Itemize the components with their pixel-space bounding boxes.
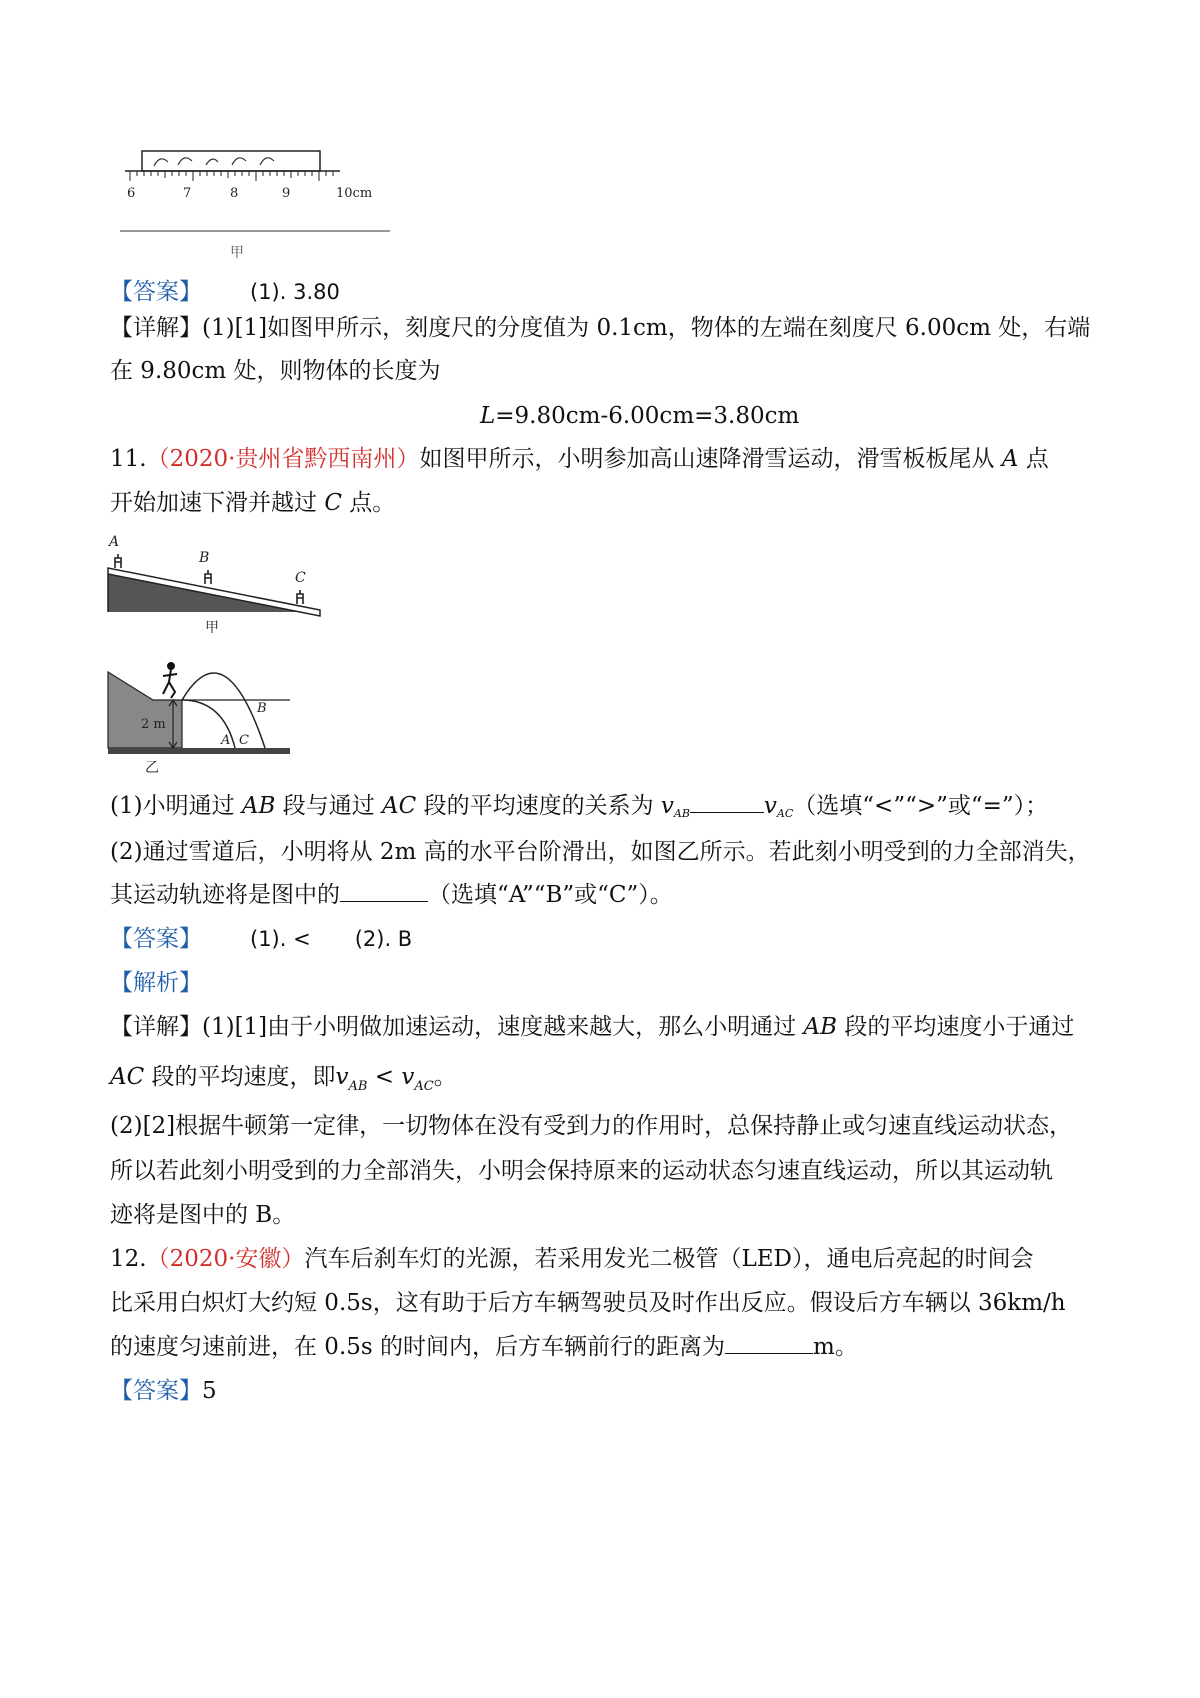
sub1-blank	[690, 792, 764, 813]
q10-detail-line1	[110, 313, 1090, 343]
slope-label-c: C	[295, 570, 306, 586]
detail-label: 【详解】	[110, 1014, 202, 1040]
question-source: （2020·贵州省黔西南州）	[146, 446, 420, 472]
answer-text: (1). 3.80	[250, 280, 340, 304]
q11-detail-2b: 所以若此刻小明受到的力全部消失，小明会保持原来的运动状态匀速直线运动，所以其运动轨	[110, 1158, 1053, 1184]
ruler-tick-8: 8	[230, 186, 239, 201]
detail-text: (1)[1]如图甲所示，刻度尺的分度值为 0.1cm，物体的左端在刻度尺 6.00cm 处，右端	[202, 315, 1091, 341]
formula-body: =9.80cm-6.00cm=3.80cm	[495, 403, 800, 429]
stem-text-end: 点	[1025, 446, 1049, 472]
sub1-text-mid: 段与通过	[282, 793, 375, 819]
q12-stem-line3	[110, 1332, 858, 1362]
answer-part-1: (1). <	[250, 927, 311, 951]
ruler-caption: 甲	[230, 245, 244, 261]
q10-detail-line2: 在 9.80cm 处，则物体的长度为	[110, 358, 441, 384]
ineq-v-ab: v	[335, 1064, 349, 1090]
q10-formula	[480, 401, 799, 431]
formula-var: L	[480, 403, 496, 429]
sub2-choice: （选填“A”“B”或“C”）。	[428, 882, 673, 908]
platform-figure-yi	[105, 648, 305, 776]
question-source: （2020·安徽）	[146, 1246, 305, 1272]
stem-text: 如图甲所示，小明参加高山速降滑雪运动，滑雪板板尾从	[419, 446, 995, 472]
height-label: 2 m	[141, 717, 166, 732]
sub1-text-post: 段的平均速度的关系为	[423, 793, 654, 819]
ineq-end: 。	[433, 1064, 457, 1090]
sub1-var-ac: AC	[382, 793, 417, 819]
q11-detail-2a: (2)[2]根据牛顿第一定律，一切物体在没有受到力的作用时，总保持静止或匀速直线运动状态，	[110, 1113, 1073, 1139]
point-c: C	[324, 490, 342, 516]
ineq-operator: <	[374, 1064, 395, 1090]
stem-unit: m。	[813, 1334, 858, 1360]
q12-stem-line2: 比采用白炽灯大约短 0.5s，这有助于后方车辆驾驶员及时作出反应。假设后方车辆以 36km/h	[110, 1290, 1066, 1316]
answer-label: 【答案】	[110, 1378, 202, 1404]
ruler-tick-7: 7	[183, 186, 192, 201]
slope-label-b: B	[199, 550, 210, 566]
sub1-text: (1)小明通过	[110, 793, 235, 819]
q11-sub1	[110, 791, 1048, 829]
q11-stem-line2	[110, 488, 395, 518]
ruler-tick-9: 9	[282, 186, 291, 201]
sub2-text: 其运动轨迹将是图中的	[110, 882, 340, 908]
sub1-sub-ab: AB	[673, 807, 690, 820]
detail-label: 【详解】	[110, 315, 202, 341]
q12-stem-line1	[110, 1244, 1033, 1274]
detail-text-end: 段的平均速度小于通过	[844, 1014, 1075, 1040]
sub1-v-ac: v	[763, 793, 777, 819]
stem-text-end: 点。	[349, 490, 396, 516]
answer-text: 5	[202, 1378, 217, 1404]
q11-detail-2c: 迹将是图中的 B。	[110, 1202, 296, 1228]
stem-text: 的速度匀速前进，在 0.5s 的时间内，后方车辆前行的距离为	[110, 1334, 726, 1360]
sub1-v-ab: v	[660, 793, 674, 819]
slope-label-a: A	[109, 534, 120, 550]
ineq-sub-ac: AC	[414, 1079, 434, 1094]
q11-sub2-line2	[110, 880, 673, 910]
ruler-tick-10: 10cm	[336, 186, 373, 201]
trajectory-label-b: B	[257, 701, 267, 716]
detail-text: 段的平均速度，即	[151, 1064, 336, 1090]
sub2-blank	[340, 881, 428, 902]
question-number: 12.	[110, 1246, 147, 1272]
q11-sub2-line1: (2)通过雪道后，小明将从 2m 高的水平台阶滑出，如图乙所示。若此刻小明受到的力全部消失，	[110, 839, 1091, 865]
answer-label: 【答案】	[110, 926, 202, 952]
q12-blank	[725, 1333, 813, 1354]
ineq-v-ac: v	[401, 1064, 415, 1090]
ruler-tick-6: 6	[127, 186, 136, 201]
detail-var-ac: AC	[110, 1064, 145, 1090]
q11-detail-1b	[110, 1062, 457, 1102]
q11-detail-1a	[110, 1012, 1074, 1042]
stem-text: 汽车后刹车灯的光源，若采用发光二极管（LED），通电后亮起的时间会	[304, 1246, 1034, 1272]
point-a: A	[1001, 446, 1019, 472]
trajectory-label-c: C	[239, 733, 249, 748]
detail-text: (1)[1]由于小明做加速运动，速度越来越大，那么小明通过	[202, 1014, 797, 1040]
answer-part-2: (2). B	[354, 927, 413, 951]
platform-caption: 乙	[145, 760, 159, 776]
sub1-sub-ac: AC	[776, 807, 794, 820]
sub1-var-ab: AB	[241, 793, 276, 819]
q11-analysis-label: 【解析】	[110, 970, 202, 996]
q12-answer	[110, 1376, 217, 1406]
q10-answer	[110, 277, 340, 307]
slope-figure-jia	[105, 532, 335, 637]
q11-stem-line1	[110, 444, 1049, 474]
slope-caption: 甲	[205, 620, 219, 636]
stem-text: 开始加速下滑并越过	[110, 490, 317, 516]
detail-var-ab: AB	[803, 1014, 837, 1040]
sub1-choice: （选填“<”“>”或“=”）；	[793, 793, 1049, 819]
answer-label: 【答案】	[110, 279, 202, 305]
trajectory-label-a: A	[221, 733, 231, 748]
question-number: 11.	[110, 446, 147, 472]
q11-answer	[110, 924, 412, 954]
ruler-figure	[120, 135, 400, 265]
ineq-sub-ab: AB	[348, 1079, 368, 1094]
